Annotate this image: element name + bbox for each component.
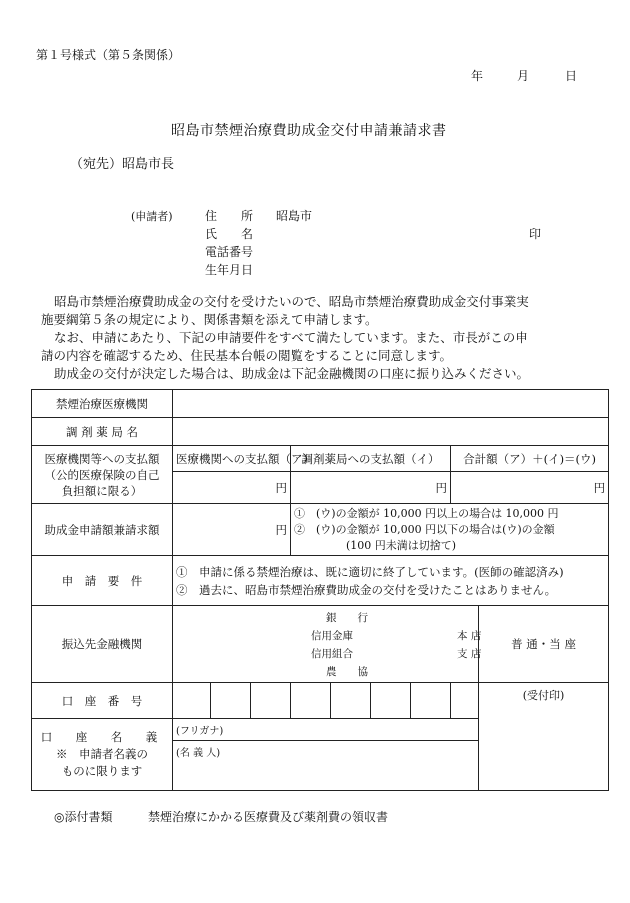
attachments-label: ◎添付書類 bbox=[54, 810, 113, 824]
birth-label: 生年月日 bbox=[205, 263, 254, 277]
pharmacy-payment-amount[interactable] bbox=[291, 472, 451, 504]
receipt-stamp-label: (受付印) bbox=[522, 689, 565, 702]
branch-type-sub: 支 店 bbox=[457, 648, 482, 660]
bank-type-bank: 銀 行 bbox=[326, 612, 368, 624]
bank-type-shinkin: 信用金庫 bbox=[311, 630, 353, 642]
account-type[interactable]: 普 通・当 座 bbox=[479, 606, 609, 683]
account-name-label-cell bbox=[32, 719, 173, 791]
seal-mark: 印 bbox=[529, 227, 542, 241]
clinic-payment-amount[interactable] bbox=[173, 472, 291, 504]
address-value: 昭島市 bbox=[276, 209, 313, 223]
date-month: 月 bbox=[517, 69, 530, 83]
furigana-input[interactable] bbox=[173, 719, 479, 741]
yen-unit: 円 bbox=[275, 522, 287, 537]
body-line-4: 請の内容を確認するため、住民基本台帳の閲覧をすることに同意します。 bbox=[41, 348, 453, 363]
row-pharmacy bbox=[32, 418, 609, 446]
date-year: 年 bbox=[471, 69, 484, 83]
pharmacy-label: 調 剤 薬 局 名 bbox=[32, 418, 173, 446]
furigana-label: (フリガナ) bbox=[176, 726, 224, 737]
row-bank bbox=[32, 606, 609, 683]
bank-input[interactable] bbox=[173, 606, 482, 683]
account-digit-5[interactable] bbox=[331, 683, 371, 719]
requirement-1: ① 申請に係る禁煙治療は、既に適切に終了しています。(医師の確認済み) bbox=[176, 564, 564, 579]
account-name-note-1: ※ 申請者名義の bbox=[56, 747, 148, 761]
clinic-payment-header: 医療機関への支払額（ア） bbox=[173, 446, 291, 472]
clinic-input[interactable] bbox=[173, 390, 609, 418]
row-account-number bbox=[32, 683, 609, 719]
grant-label: 助成金申請額兼請求額 bbox=[32, 504, 173, 556]
grant-note-1: ① (ウ)の金額が 10,000 円以上の場合は 10,000 円 bbox=[294, 506, 559, 520]
grant-note-2: ② (ウ)の金額が 10,000 円以下の場合は(ウ)の金額 bbox=[294, 522, 555, 536]
grant-note-3: (100 円未満は切捨て) bbox=[346, 538, 457, 552]
yen-unit: 円 bbox=[435, 480, 447, 495]
total-amount[interactable] bbox=[451, 472, 609, 504]
payment-label-line-2: （公的医療保険の自己 bbox=[44, 467, 160, 482]
account-digit-4[interactable] bbox=[291, 683, 331, 719]
pharmacy-input[interactable] bbox=[173, 418, 609, 446]
requirements-label: 申 請 要 件 bbox=[32, 556, 173, 606]
yen-unit: 円 bbox=[593, 480, 606, 495]
attachments-value: 禁煙治療にかかる医療費及び薬剤費の領収書 bbox=[148, 810, 389, 824]
row-requirements bbox=[32, 556, 609, 606]
row-grant bbox=[32, 504, 609, 556]
payment-label-line-3: 負担額に限る） bbox=[61, 483, 143, 498]
bank-type-nokyo: 農 協 bbox=[326, 666, 368, 678]
body-line-5: 助成金の交付が決定した場合は、助成金は下記金融機関の口座に振り込みください。 bbox=[54, 366, 530, 381]
holder-input[interactable] bbox=[173, 741, 479, 791]
row-clinic bbox=[32, 390, 609, 418]
bank-label: 振込先金融機関 bbox=[32, 606, 173, 683]
account-number-label: 口 座 番 号 bbox=[32, 683, 173, 719]
bank-type-kumiai: 信用組合 bbox=[311, 648, 353, 660]
total-header: 合計額（ア）＋(イ)＝(ウ) bbox=[451, 446, 609, 472]
account-digit-7[interactable] bbox=[411, 683, 451, 719]
grant-notes bbox=[291, 504, 609, 556]
requirement-2: ② 過去に、昭島市禁煙治療費助成金の交付を受けたことはありません。 bbox=[176, 582, 557, 597]
form-number: 第１号様式（第５条関係） bbox=[36, 48, 181, 62]
addressee: （宛先）昭島市長 bbox=[70, 157, 175, 172]
application-table bbox=[31, 389, 609, 791]
row-payment-headers bbox=[32, 446, 609, 472]
payment-label-line-1: 医療機関等への支払額 bbox=[44, 451, 160, 466]
phone-label: 電話番号 bbox=[205, 245, 254, 259]
receipt-stamp-area bbox=[479, 683, 609, 791]
payment-label bbox=[32, 446, 173, 504]
applicant-label: (申請者) bbox=[131, 210, 173, 223]
account-digit-2[interactable] bbox=[211, 683, 251, 719]
yen-unit: 円 bbox=[275, 480, 287, 495]
date-day: 日 bbox=[565, 69, 578, 83]
account-digit-3[interactable] bbox=[251, 683, 291, 719]
requirements-text bbox=[173, 556, 609, 606]
body-line-2: 施要綱第５条の規定により、関係書類を添えて申請します。 bbox=[41, 312, 378, 327]
account-number-spacer bbox=[451, 683, 479, 719]
name-label: 氏 名 bbox=[205, 227, 254, 241]
account-name-note-2: ものに限ります bbox=[61, 764, 143, 778]
account-name-label: 口 座 名 義 bbox=[40, 730, 164, 744]
body-line-3: なお、申請にあたり、下記の申請要件をすべて満たしています。また、市長がこの申 bbox=[54, 330, 528, 345]
account-digit-1[interactable] bbox=[173, 683, 211, 719]
branch-type-main: 本 店 bbox=[457, 630, 482, 642]
grant-amount[interactable] bbox=[173, 504, 291, 556]
account-digit-6[interactable] bbox=[371, 683, 411, 719]
holder-label: (名 義 人) bbox=[176, 748, 221, 759]
body-line-1: 昭島市禁煙治療費助成金の交付を受けたいので、昭島市禁煙治療費助成金交付事業実 bbox=[54, 294, 529, 309]
clinic-label: 禁煙治療医療機関 bbox=[32, 390, 173, 418]
document-title: 昭島市禁煙治療費助成金交付申請兼請求書 bbox=[171, 123, 447, 139]
pharmacy-payment-header: 調剤薬局への支払額（イ） bbox=[291, 446, 451, 472]
address-label: 住 所 bbox=[205, 209, 254, 223]
